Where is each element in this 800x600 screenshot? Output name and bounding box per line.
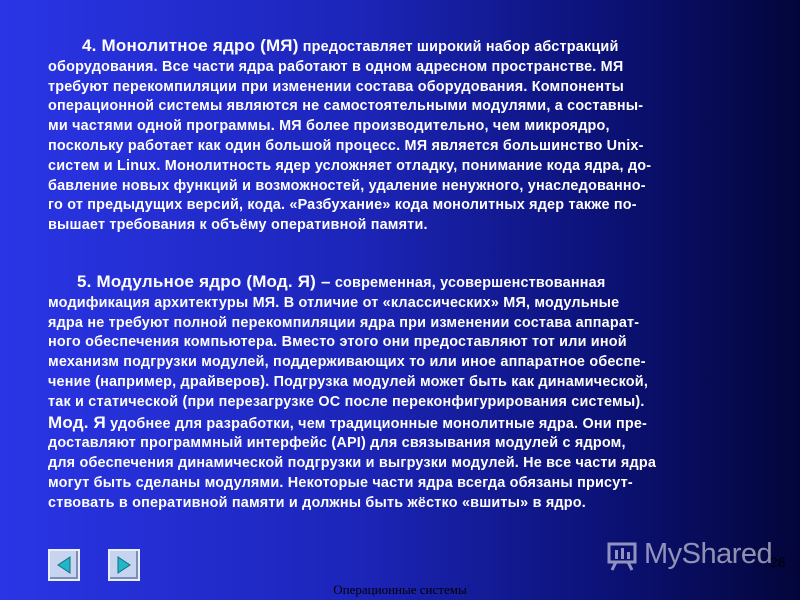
section2-line: ядра не требуют полной перекомпиляции ядра при изменении состава аппарат- [48, 314, 640, 331]
section1-line: ми частями одной программы. МЯ более производительно, чем микроядро, [48, 118, 610, 135]
arrow-left-icon [54, 555, 74, 575]
myshared-watermark [606, 536, 782, 576]
section1-line: поскольку работает как один большой процесс. МЯ является большинство Unix- [48, 137, 644, 154]
section1-line: вышает требования к объёму оперативной памяти. [48, 217, 428, 234]
section1-line: го от предыдущих версий, кода. «Разбухание» кода монолитных ядер также по- [48, 197, 637, 214]
section2-first-line [48, 272, 768, 294]
section2-line: могут быть сделаны модулями. Некоторые части ядра всегда обязаны присут- [48, 474, 633, 491]
section2-mod-line [48, 413, 768, 435]
section1-line: операционной системы являются не самостоятельными модулями, а составны- [48, 98, 644, 115]
section2-mod-label: Мод. Я [48, 412, 106, 432]
section2-heading-rest: современная, усовершенствованная [330, 275, 606, 291]
section1-heading: 4. Монолитное ядро (МЯ) [82, 36, 299, 55]
section1-line: бавление новых функций и возможностей, удаление ненужного, унаследованно- [48, 177, 646, 194]
section1-line: оборудования. Все части ядра работают в одном адресном пространстве. МЯ [48, 58, 624, 75]
section2-line: механизм подгрузки модулей, поддерживающих то или иное аппаратное обеспе- [48, 354, 646, 371]
section2-line: для обеспечения динамической подгрузки и выгрузки модулей. Не все части ядра [48, 455, 657, 472]
page-number: 28 [770, 554, 786, 570]
section-monolithic-kernel [48, 36, 768, 236]
section2-line: чение (например, драйверов). Подгрузка модулей может быть как динамической, [48, 373, 649, 390]
section2-line: ствовать в оперативной памяти и должны быть жёстко «вшиты» в ядро. [48, 494, 586, 511]
arrow-right-icon [114, 555, 134, 575]
section1-heading-rest: предоставляет широкий набор абстракций [298, 39, 619, 55]
footer-title: Операционные системы [333, 582, 467, 597]
section2-line: доставляют программный интерфейс (API) для связывания модулей с ядром, [48, 435, 626, 452]
previous-slide-button[interactable] [48, 549, 80, 581]
section1-line: требуют перекомпиляции при изменении состава оборудования. Компоненты [48, 78, 624, 95]
watermark-text: MyShared [644, 538, 773, 570]
section2-line: ного обеспечения компьютера. Вместо этого они предоставляют тот или иной [48, 334, 627, 351]
section2-mod-rest: удобнее для разработки, чем традиционные монолитные ядра. Они пре- [105, 415, 648, 432]
section2-heading: 5. Модульное ядро (Мод. Я) – [77, 272, 331, 291]
section1-line: систем и Linux. Монолитность ядер усложняет отладку, понимание кода ядра, до- [48, 157, 652, 174]
next-slide-button[interactable] [108, 549, 140, 581]
section2-line: так и статической (при перезагрузке ОС после переконфигурирования системы). [48, 393, 645, 410]
section-modular-kernel [48, 272, 768, 514]
presentation-board-icon [606, 538, 640, 572]
section2-line: модификация архитектуры МЯ. В отличие от «классических» МЯ, модульные [48, 294, 620, 311]
section1-first-line [48, 36, 768, 58]
